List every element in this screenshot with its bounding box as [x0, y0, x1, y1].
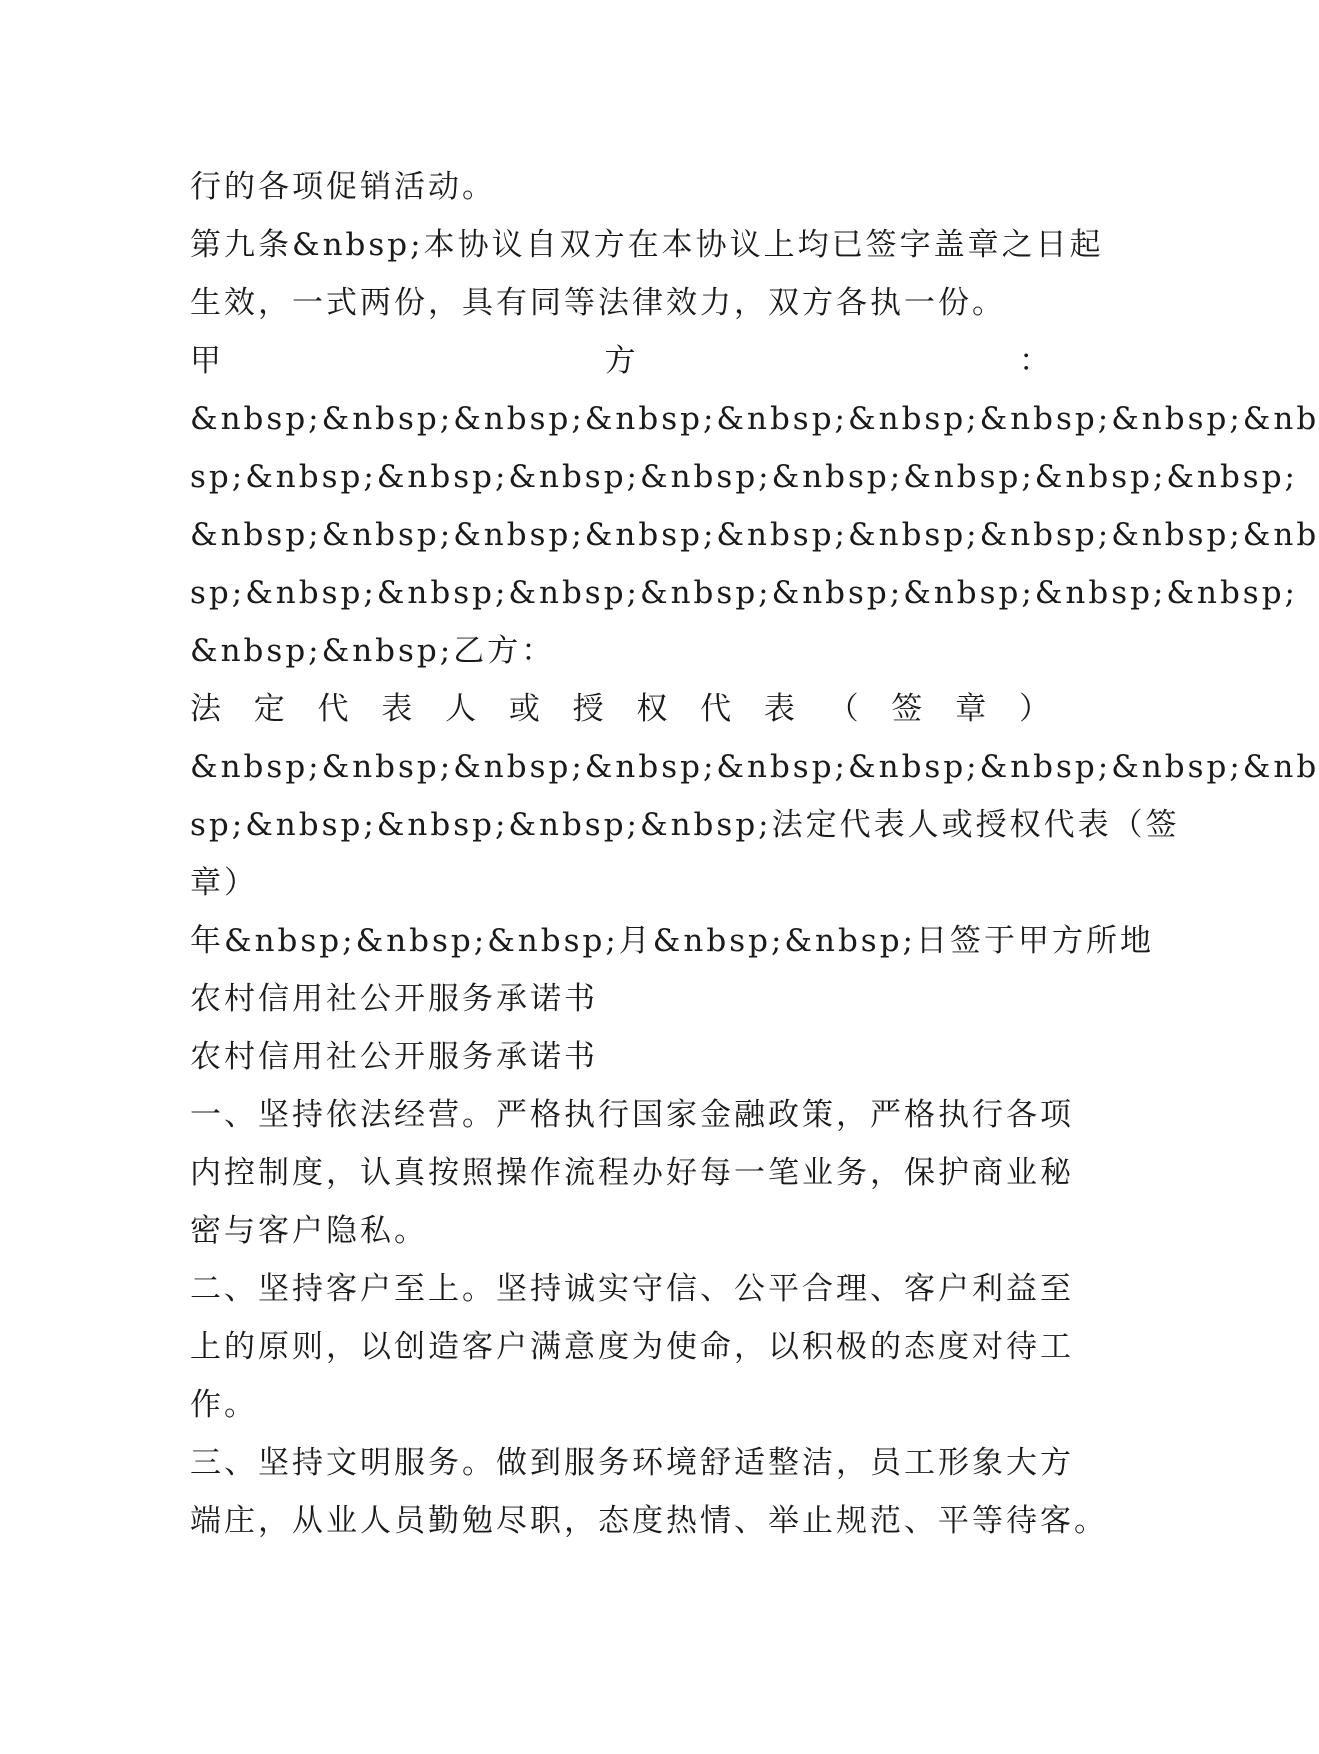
document-body	[190, 158, 1319, 1550]
text-line: &nbsp;&nbsp;&nbsp;&nbsp;&nbsp;&nbsp;&nbsp;&nbsp;&nb	[190, 517, 1319, 553]
signature-char: 签	[891, 691, 923, 727]
signature-char: 表	[381, 691, 413, 727]
text-line: sp;&nbsp;&nbsp;&nbsp;&nbsp;&nbsp;&nbsp;&nbsp;&nbsp;	[190, 459, 1299, 495]
text-line: 端庄，从业人员勤勉尽职，态度热情、举止规范、平等待客。	[190, 1503, 1108, 1539]
text-line: &nbsp;&nbsp;&nbsp;&nbsp;&nbsp;&nbsp;&nbsp;&nbsp;&nb	[190, 749, 1319, 785]
signature-char: 章	[955, 691, 987, 727]
signature-char: 定	[253, 691, 285, 727]
text-line: 第九条&nbsp;本协议自双方在本协议上均已签字盖章之日起	[190, 227, 1104, 263]
date-line: 年&nbsp;&nbsp;&nbsp;月&nbsp;&nbsp;日签于甲方所地	[190, 923, 1155, 959]
signature-char: 人	[445, 691, 477, 727]
party-a-line	[190, 332, 1050, 390]
text-line: 生效，一式两份，具有同等法律效力，双方各执一份。	[190, 285, 1006, 321]
signature-line	[190, 680, 1050, 738]
signature-char: （	[827, 691, 859, 727]
text-line: &nbsp;&nbsp;&nbsp;&nbsp;&nbsp;&nbsp;&nbsp;&nbsp;&nb	[190, 401, 1319, 437]
signature-char: 表	[763, 691, 795, 727]
signature-char: 代	[317, 691, 349, 727]
section-title: 农村信用社公开服务承诺书	[190, 1039, 598, 1075]
party-b-line: &nbsp;&nbsp;乙方：	[190, 633, 556, 669]
text-line: sp;&nbsp;&nbsp;&nbsp;&nbsp;&nbsp;&nbsp;&nbsp;&nbsp;	[190, 575, 1299, 611]
text-line: 内控制度，认真按照操作流程办好每一笔业务，保护商业秘	[190, 1155, 1074, 1191]
text-line: 一、坚持依法经营。严格执行国家金融政策，严格执行各项	[190, 1097, 1074, 1133]
signature-char: ）	[1018, 691, 1050, 727]
text-line: 二、坚持客户至上。坚持诚实守信、公平合理、客户利益至	[190, 1271, 1074, 1307]
text-line: 章）	[190, 865, 258, 901]
signature-char: 授	[572, 691, 604, 727]
party-a-char: 甲	[190, 343, 221, 379]
text-line: 作。	[190, 1387, 258, 1423]
text-line: 上的原则，以创造客户满意度为使命，以积极的态度对待工	[190, 1329, 1074, 1365]
signature-char: 权	[636, 691, 668, 727]
signature-char: 或	[508, 691, 540, 727]
signature-char: 代	[700, 691, 732, 727]
text-line: 行的各项促销活动。	[190, 169, 496, 205]
signature-char: 法	[190, 691, 221, 727]
party-a-colon: ：	[1019, 343, 1050, 379]
section-title: 农村信用社公开服务承诺书	[190, 981, 598, 1017]
text-line: 密与客户隐私。	[190, 1213, 428, 1249]
party-a-char: 方	[604, 343, 636, 379]
text-line: sp;&nbsp;&nbsp;&nbsp;&nbsp;法定代表人或授权代表（签	[190, 807, 1180, 843]
text-line: 三、坚持文明服务。做到服务环境舒适整洁，员工形象大方	[190, 1445, 1074, 1481]
